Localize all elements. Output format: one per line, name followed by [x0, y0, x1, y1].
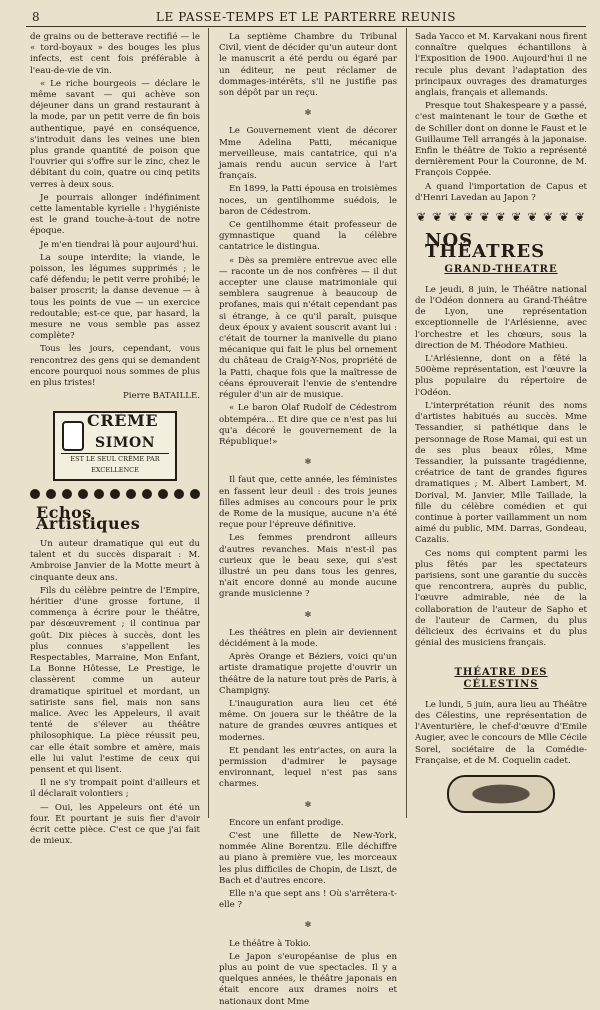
jar-icon — [62, 421, 84, 451]
page-number: 8 — [32, 10, 40, 24]
column-divider-1 — [208, 28, 209, 818]
article-paragraph: Ces noms qui comptent parmi les plus fêtés par les spectateurs parisiens, sont une garantie du succès que rencontrera, auprès du public, l'œuvre admirable, née de la collaboration de l'auteur de Sapho et de l'auteur de Carmen, du plus délicieux des écrivains et du plus génial des musiciens français. — [415, 548, 587, 649]
article-paragraph: Encore un enfant prodige. — [229, 817, 344, 828]
article-paragraph: Le jeudi, 8 juin, le Théâtre national de l'Odéon donnera au Grand-Théâtre de Lyon, une représentation exceptionnelle de l'Arlésienne, avec l'orchestre et les chœurs, sous la direction de M. Théodore Mathieu. — [415, 284, 587, 351]
article-paragraph: Les théâtres en plein air deviennent décidément à la mode. — [219, 627, 397, 649]
article-paragraph: Fils du célèbre peintre de l'Empire, héritier d'une grosse fortune, il commença à écrire pour le théâtre, par désœuvrement ; il continua par goût. Dix pièces à succès, dont les plus connues s'appellent les Respectables, Marraine, Mon Enfant, La Bonne Hôtesse, Le Prestige, le classèrent comme un auteur dramatique spirituel et mordant, un satiriste sans fiel, mais non sans malice. Avec les Appeleurs, il avait tenté de s'élever au théâtre philosophique. La pièce réussit peu, car elle était sombre et amère, mais elle lui valut l'estime de ceux qui pensent et qui lisent. — [30, 585, 200, 775]
column-two — [219, 32, 397, 1010]
article-paragraph: C'est une fillette de New-York, nommée Aline Borentzu. Elle déchiffre au piano à première vue, les morceaux les plus difficiles de Chopin, de Liszt, de Bach et d'autres encore. — [219, 831, 397, 886]
article-paragraph: En 1899, la Patti épousa en troisièmes noces, un gentilhomme suédois, le baron de Cédestrom. — [219, 184, 397, 217]
article-paragraph: Presque tout Shakespeare y a passé, c'est maintenant le tour de Gœthe et de Schiller dont on donne le Faust et le Guillaume Tell arrangés à la japonaise. Enfin le théâtre de Tokio a représenté dernièrement Pour la Couronne, de M. François Coppée. — [415, 101, 587, 179]
article-paragraph: Et pendant les entr'actes, on aura la permission d'admirer le paysage environnant, lequel n'est pas sans charmes. — [219, 745, 397, 790]
article-paragraph: — Oui, les Appeleurs ont été un four. Et pourtant je suis fier d'avoir écrit cette pièce. C'est ce que j'ai fait de mieux. — [30, 802, 200, 847]
article-paragraph: A quand l'importation de Capus et d'Henri Lavedan au Japon ? — [415, 181, 587, 203]
column-three — [415, 32, 587, 813]
ad-footer: EST LE SEUL CRÈME PAR EXCELLENCE — [61, 453, 169, 476]
ornament-icon — [126, 489, 136, 499]
ornament-icon — [190, 489, 200, 499]
ornament-icon — [142, 489, 152, 499]
creme-simon-advertisement — [53, 411, 177, 481]
article-paragraph: « Dès sa première entrevue avec elle — raconte un de nos confrères — il dut accepter une clause matrimoniale qui semblera saugrenue à beaucoup de profanes, mais qui n'était cependant pas si étrange, à ce qu'il paraît, puisque deux époux y avaient souscrit avant lui : c'était de tourner la manivelle du piano mécanique qui fait le plus bel ornement du château de Craig-Y-Nos, propriété de la Patti, chaque fois que la maîtresse de céans éprouverait l'envie de s'entendre réguler d'un air de musique. — [219, 255, 397, 401]
article-paragraph: Elle n'a que sept ans ! Où s'arrêtera-t-elle ? — [219, 889, 397, 911]
article-paragraph: Les femmes prendront ailleurs d'autres revanches. Mais n'est-il pas curieux que le beau sexe, qui s'est illustré un peu dans tous les genres, n'ait encore donné au monde aucune grande musicienne ? — [219, 533, 397, 600]
subsection-title-celestins: THÉATRE DES CÉLESTINS — [454, 667, 548, 690]
page-title: LE PASSE-TEMPS ET LE PARTERRE REUNIS — [155, 10, 457, 24]
ornament-icon — [94, 489, 104, 499]
separator-icon: ✻ — [304, 457, 312, 467]
article-paragraph: Ce gentilhomme était professeur de gymnastique quand la célèbre cantatrice le distingua. — [219, 220, 397, 253]
ornament-icon — [46, 489, 56, 499]
separator-icon: ✻ — [304, 799, 312, 809]
article-paragraph: L'inauguration aura lieu cet été même. On jouera sur le théâtre de la nature de grandes œuvres antiques et modernes. — [219, 698, 397, 743]
article-paragraph: L'Arlésienne, dont on a fêté la 500ème représentation, est l'œuvre la plus populaire du répertoire de l'Odéon. — [415, 354, 587, 398]
article-paragraph: Le Gouvernement vient de décorer Mme Adelina Patti, mécanique merveilleuse, mais cantatrice, qui n'a jamais rendu aucun service à l'art français. — [219, 126, 397, 182]
author-signature: Pierre BATAILLE. — [123, 391, 200, 402]
ornament-icon — [30, 489, 40, 499]
article-paragraph: « Le riche bourgeois — déclare le même savant — qui achève son déjeuner dans un grand restaurant à la mode, par un petit verre de fin bois authentique, payé en conséquence, s'introduit dans les veines une bien plus grande quantité de poison que l'ouvrier qui s'offre sur le zinc, chez le débitant du coin, quatre ou cinq petits verres à deux sous. — [30, 78, 200, 190]
ornament-icon — [158, 489, 168, 499]
section-title-echos: Echos Artistiques — [36, 502, 141, 533]
column-one — [30, 32, 200, 849]
article-paragraph: La septième Chambre du Tribunal Civil, vient de décider qu'un auteur dont le manuscrit a été perdu ou égaré par un éditeur, ne peut réclamer de dommages-intérêts, s'il ne justifie pas son dépôt par un reçu. — [219, 32, 397, 99]
ad-subtitle: SIMON — [95, 434, 156, 451]
ornament-icon — [62, 489, 72, 499]
article-paragraph: Sada Yacco et M. Karvakani nous firent connaître quelques échantillons à l'Exposition de 1900. Aujourd'hui il ne recule plus devant l'adaptation des principaux ouvrages des dramaturges anglais, français et allemands. — [415, 32, 587, 99]
article-paragraph: de grains ou de betterave rectifié — le « tord-boyaux » des bouges les plus infects, est cent fois préférable à l'eau-de-vie de vin. — [30, 32, 200, 76]
ornament-icon — [174, 489, 184, 499]
article-paragraph: Le Japon s'européanise de plus en plus au point de vue spectacles. Il y a quelques années, le théâtre japonais en était encore aux drames noirs et nationaux dont Mme — [219, 951, 397, 1007]
article-paragraph: Je m'en tiendrai là pour aujourd'hui. — [40, 239, 199, 250]
column-divider-2 — [406, 28, 407, 818]
ornament-icon — [78, 489, 88, 499]
decorative-garland: ❦ ❦ ❦ ❦ ❦ ❦ ❦ ❦ ❦ ❦ ❦ — [416, 210, 586, 225]
separator-icon: ✻ — [304, 108, 312, 118]
article-paragraph: Après Orange et Béziers, voici qu'un artiste dramatique projette d'ouvrir un théâtre de la nature tout près de Paris, à Champigny. — [219, 652, 397, 696]
ad-title: CRÈME — [87, 410, 159, 430]
article-paragraph: « Le baron Olaf Rudolf de Cédestrom obtempéra... Et dire que ce n'est pas lui qu'a décoré le gouvernement de la République!» — [219, 403, 397, 447]
separator-icon: ✻ — [304, 920, 312, 930]
article-paragraph: Le lundi, 5 juin, aura lieu au Théâtre des Célestins, une représentation de l'Aventurière, le chef-d'œuvre d'Emile Augier, avec le concours de Mlle Cécile Sorel, sociétaire de la Comédie-Française, et de M. Coquelin cadet. — [415, 699, 587, 766]
subsection-title-grand-theatre: GRAND-THEATRE — [444, 263, 558, 275]
decorative-ornament-row — [30, 489, 200, 499]
ornament-icon — [110, 489, 120, 499]
separator-icon: ✻ — [304, 609, 312, 619]
vignette-illustration — [447, 775, 555, 813]
article-paragraph: Un auteur dramatique qui eut du talent et du succès disparait : M. Ambroise Janvier de la Motte meurt à cinquante deux ans. — [30, 538, 200, 583]
article-paragraph: La soupe interdite; la viande, le poisson, les légumes supprimés ; le café défendu; le petit verre prohibé; le baiser proscrit; la danse devenue — à tous les points de vue — un exercice redoutable; est-ce que, par hasard, la mesure ne vous semble pas assez complète? — [30, 252, 200, 342]
article-paragraph: Je pourrais allonger indéfiniment cette lamentable kyrielle : l'hygiéniste est le grand touche-à-tout de notre époque. — [30, 192, 200, 237]
article-paragraph: Tous les jours, cependant, vous rencontrez des gens qui se demandent encore pourquoi nous sommes de plus en plus tristes! — [30, 344, 200, 389]
article-paragraph: L'interprétation réunit des noms d'artistes habitués au succès. Mme Tessandier, si pathétique dans le personnage de Rose Mamai, qui est un de ses plus beaux rôles, Mme Tessandier, la puissante tragédienne, créatrice de tant de grandes figures dramatiques ; M. Albert Lambert, M. Dorival, M. Janvier, Mlle Taillade, la fille du célèbre comédien et qui continue à porter vaillamment un nom aimé du public, MM. Darras, Gondeau, Cazalis. — [415, 400, 587, 546]
section-title-nos-theatres: NOS THÉATRES — [425, 230, 546, 263]
article-paragraph: Le théâtre à Tokio. — [229, 938, 311, 949]
page-header — [26, 6, 586, 27]
article-paragraph: Il ne s'y trompait point d'ailleurs et il déclarait volontiers ; — [30, 778, 200, 800]
article-paragraph: Il faut que, cette année, les féministes en fassent leur deuil : des trois jeunes filles admises au concours pour le prix de Rome de la musique, aucune n'a été reçue pour l'épreuve définitive. — [219, 475, 397, 531]
